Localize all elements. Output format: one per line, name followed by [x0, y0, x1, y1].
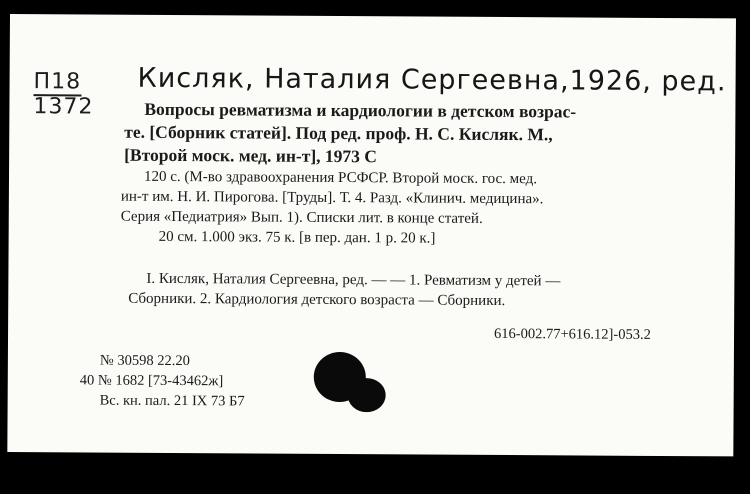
description-line-1: 120 с. (М-во здравоохранения РСФСР. Второй моск. гос. мед. [143, 168, 538, 188]
handwritten-heading: Кисляк, Наталия Сергеевна,1926, ред. [137, 62, 727, 98]
subject-line-2: Сборники. 2. Кардиология детского возраста — Сборники. [128, 290, 506, 310]
footer-line-3: Вс. кн. пал. 21 IX 73 Б7 [99, 392, 245, 410]
description-line-4: 20 см. 1.000 экз. 75 к. [в пер. дан. 1 р. 20 к.] [158, 228, 436, 247]
call-number-line-2: 1372 [33, 94, 94, 120]
udc-classification: 616-002.77+616.12]-053.2 [494, 325, 651, 343]
title-line-1: Вопросы ревматизма и кардиологии в детском возрас- [144, 98, 577, 122]
footer-line-1: № 30598 22.20 [99, 352, 190, 370]
ink-blot-small [348, 378, 386, 412]
call-number-line-1: П18 [33, 69, 82, 95]
footer-line-2: 40 № 1682 [73-43462ж] [79, 372, 224, 390]
description-line-2: ин-т им. Н. И. Пирогова. [Труды]. Т. 4. Разд. «Клинич. медицина». [120, 188, 544, 208]
subject-line-1: I. Кисляк, Наталия Сергеевна, ред. — — 1. Ревматизм у детей — [146, 270, 561, 290]
catalog-card [7, 14, 736, 456]
title-line-2: те. [Сборник статей]. Под ред. проф. Н. С. Кисляк. М., [124, 121, 553, 145]
title-line-3: [Второй моск. мед. ин-т], 1973 С [124, 144, 378, 167]
description-line-3: Серия «Педиатрия» Вып. 1). Списки лит. в конце статей. [120, 208, 483, 227]
